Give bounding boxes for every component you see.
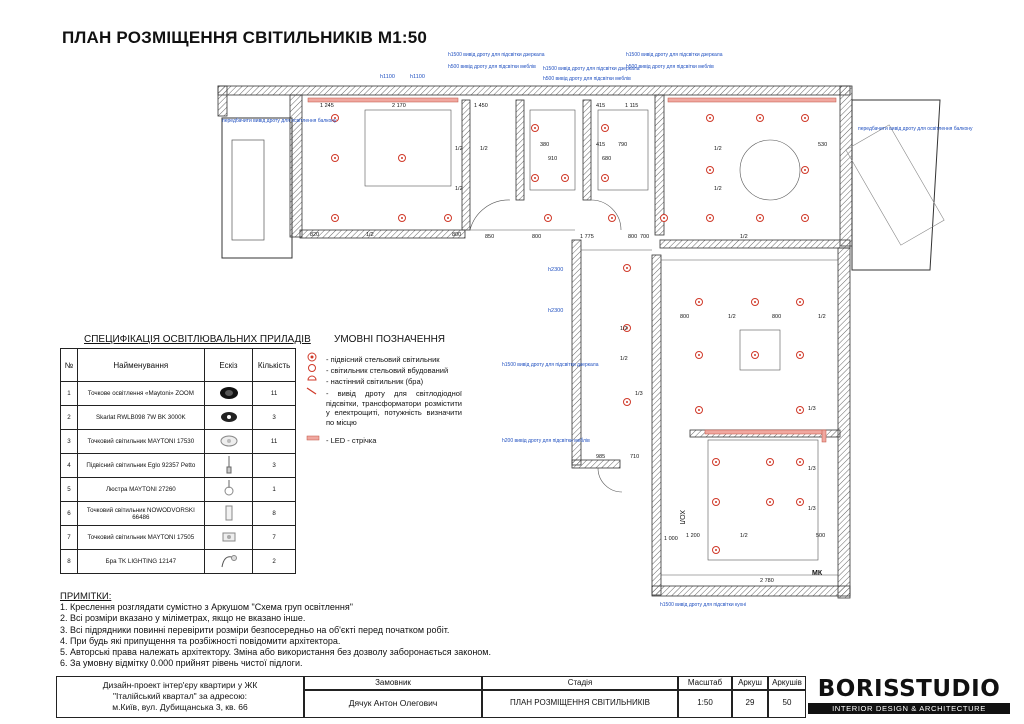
ceiling-light-center-icon bbox=[754, 301, 756, 303]
wire-note: h1500 вивід дроту для підсвітки кухні bbox=[660, 602, 747, 608]
ceiling-light-center-icon bbox=[804, 117, 806, 119]
plan-height: h2300 bbox=[548, 267, 564, 273]
ceiling-light-center-icon bbox=[799, 409, 801, 411]
plan-dim: 800 bbox=[452, 232, 462, 238]
spec-qty: 1 bbox=[253, 478, 296, 502]
ceiling-light-center-icon bbox=[804, 169, 806, 171]
plan-mini: 1/2 bbox=[455, 146, 463, 152]
plan-dim: 680 bbox=[602, 156, 612, 162]
spec-name: Точковий світильник MAYTONI 17530 bbox=[77, 430, 204, 454]
plan-dim: 1 200 bbox=[686, 533, 700, 539]
legend-item: - LED - стрічка bbox=[326, 436, 377, 445]
spec-sketch bbox=[204, 526, 252, 550]
plan-dim: 1/2 bbox=[740, 234, 748, 240]
plan-mini: 1/2 bbox=[620, 356, 628, 362]
spec-row bbox=[61, 430, 296, 454]
plan-dim: 1/2 bbox=[728, 314, 736, 320]
logo-text: BORISSTUDIO bbox=[817, 676, 1001, 702]
plan-dim: 790 bbox=[618, 142, 628, 148]
ceiling-light-center-icon bbox=[754, 354, 756, 356]
plan-dim: 500 bbox=[816, 533, 826, 539]
plan-height: h1100 bbox=[410, 74, 425, 80]
spec-sketch bbox=[204, 430, 252, 454]
spec-name: Skarlat RWLB098 7W BK 3000K bbox=[77, 406, 204, 430]
tb-scale-label: Масштаб bbox=[687, 678, 723, 687]
ceiling-light-center-icon bbox=[698, 409, 700, 411]
tb-sheets: 50 bbox=[782, 698, 792, 707]
ceiling-light-center-icon bbox=[709, 217, 711, 219]
spec-num: 2 bbox=[61, 406, 78, 430]
plan-mini: 1/2 bbox=[714, 186, 722, 192]
tb-scale: 1:50 bbox=[697, 698, 713, 707]
plan-mini: 1/2 bbox=[714, 146, 722, 152]
plan-dim: 415 bbox=[596, 103, 606, 109]
plan-dim: 1 450 bbox=[474, 103, 488, 109]
ceiling-light-center-icon bbox=[799, 461, 801, 463]
black-recessed-spot-icon bbox=[218, 410, 240, 426]
plan-dim: 910 bbox=[548, 156, 558, 162]
notes bbox=[60, 591, 620, 669]
pendant-icon bbox=[218, 456, 240, 476]
plan-dim: 380 bbox=[540, 142, 550, 148]
plan-dim: 850 bbox=[485, 234, 495, 240]
plan-dim: 800 bbox=[772, 314, 782, 320]
ceiling-light-center-icon bbox=[698, 354, 700, 356]
note-item: 1. Креслення розглядати сумістно з Аркушом "Схема груп освітлення" bbox=[60, 602, 353, 613]
spec-sketch bbox=[204, 454, 252, 478]
ceiling-light-center-icon bbox=[709, 169, 711, 171]
ceiling-light-center-icon bbox=[759, 217, 761, 219]
plan-mini: 1/3 bbox=[808, 506, 816, 512]
spec-qty: 11 bbox=[253, 382, 296, 406]
ceiling-light-center-icon bbox=[626, 267, 628, 269]
room-tag: ХОЛ bbox=[678, 510, 685, 525]
tb-sheets-label: Аркушів bbox=[772, 678, 802, 687]
ceiling-light-center-icon bbox=[769, 501, 771, 503]
spec-name: Бра TK LIGHTING 12147 bbox=[77, 550, 204, 574]
ceiling-light-center-icon bbox=[611, 217, 613, 219]
ceiling-light-center-icon bbox=[709, 117, 711, 119]
plan-dim: 820 bbox=[310, 232, 320, 238]
spec-header: Найменування bbox=[77, 349, 204, 382]
plan-dim: 1/2 bbox=[366, 232, 374, 238]
note-item: 6. За умовну відмітку 0.000 прийнят рівень чистої підлоги. bbox=[60, 658, 303, 669]
wire-note: h1500 вивід дроту для підсвітки дзеркала bbox=[448, 52, 545, 58]
ceiling-light-center-icon bbox=[759, 117, 761, 119]
plan-dim: 1/2 bbox=[740, 533, 748, 539]
spec-num: 8 bbox=[61, 550, 78, 574]
ceiling-light-center-icon bbox=[334, 217, 336, 219]
spec-row bbox=[61, 502, 296, 526]
ceiling-light-center-icon bbox=[401, 217, 403, 219]
spec-num: 4 bbox=[61, 454, 78, 478]
ceiling-light-center-icon bbox=[604, 177, 606, 179]
plan-dim: 1/2 bbox=[480, 146, 488, 152]
plan-dim: 800 bbox=[532, 234, 542, 240]
spec-sketch bbox=[204, 550, 252, 574]
wire-note: h1500 вивід дроту для підсвітки дзеркала bbox=[626, 52, 723, 58]
tb-stage: ПЛАН РОЗМІЩЕННЯ СВІТИЛЬНИКІВ bbox=[509, 698, 651, 707]
ceiling-light-center-icon bbox=[715, 549, 717, 551]
legend-item: - настінний світильник (бра) bbox=[326, 377, 424, 386]
spec-num: 1 bbox=[61, 382, 78, 406]
walls bbox=[218, 86, 852, 598]
ceiling-light-center-icon bbox=[401, 157, 403, 159]
tb-project-line: м.Київ, вул. Дубищанська 3, кв. 66 bbox=[112, 702, 248, 712]
ceiling-light-center-icon bbox=[799, 354, 801, 356]
ceiling-light-center-icon bbox=[564, 177, 566, 179]
spec-num: 6 bbox=[61, 502, 78, 526]
ceiling-light-center-icon bbox=[604, 127, 606, 129]
tb-project-text bbox=[56, 680, 304, 713]
plan-mini: 1/3 bbox=[808, 406, 816, 412]
balcony-left bbox=[222, 118, 292, 258]
wire-note: h200 вивід дроту для підсвітки меблів bbox=[502, 438, 590, 444]
balcony-note: передбачити вивід дроту для освітлення балкону bbox=[858, 126, 973, 132]
ceiling-light-center-icon bbox=[799, 501, 801, 503]
plan-mini: 1/2 bbox=[455, 186, 463, 192]
spec-row bbox=[61, 478, 296, 502]
plan-height: h1100 bbox=[380, 74, 395, 80]
balcony-note: передбачити вивід дроту для освітлення балкону bbox=[222, 118, 337, 124]
spec-qty: 8 bbox=[253, 502, 296, 526]
spec-sketch bbox=[204, 406, 252, 430]
ceiling-light-center-icon bbox=[698, 301, 700, 303]
room-tag: МК bbox=[812, 570, 823, 577]
note-item: 2. Всі розміри вказано у міліметрах, якщо не вказано інше. bbox=[60, 613, 306, 624]
plan-mini: 1/3 bbox=[808, 466, 816, 472]
spec-header: Ескіз bbox=[204, 349, 252, 382]
spec-row bbox=[61, 406, 296, 430]
ceiling-light-center-icon bbox=[534, 177, 536, 179]
spec-row bbox=[61, 454, 296, 478]
spec-num: 7 bbox=[61, 526, 78, 550]
note-item: 4. При будь які припущення та розбіжності повідомити архітектора. bbox=[60, 635, 341, 646]
cylinder-spot-icon bbox=[218, 504, 240, 524]
spec-name: Точковий світильник NOWODVORSKI 66486 bbox=[77, 502, 204, 526]
note-item: 5. Авторські права належать архітектору. Зміна або використання без дозволу заборонається законом. bbox=[60, 647, 491, 658]
ceiling-light-center-icon bbox=[547, 217, 549, 219]
spec-sketch bbox=[204, 478, 252, 502]
plan-dim: 2 780 bbox=[760, 578, 774, 584]
plan-mini: 1/2 bbox=[620, 326, 628, 332]
wire-note: h500 вивід дроту для підсвітки меблів bbox=[448, 64, 536, 70]
ceiling-light-center-icon bbox=[626, 401, 628, 403]
legend-item: - світильник стельовий вбудований bbox=[326, 366, 449, 375]
wire-note: h500 вивід дроту для підсвітки меблів bbox=[543, 76, 631, 82]
spec-qty: 7 bbox=[253, 526, 296, 550]
spec-row bbox=[61, 526, 296, 550]
plan-dim: 710 bbox=[630, 454, 640, 460]
ceiling-light-center-icon bbox=[447, 217, 449, 219]
spec-qty: 2 bbox=[253, 550, 296, 574]
plan-dim: 1 245 bbox=[320, 103, 334, 109]
plan-dim: 2 170 bbox=[392, 103, 406, 109]
spec-title: СПЕЦИФІКАЦІЯ ОСВІТЛЮВАЛЬНИХ ПРИЛАДІВ bbox=[84, 334, 311, 345]
wire-note: h1500 вивід дроту для підсвітки дзеркала bbox=[502, 362, 599, 368]
spec-name: Підвісний світильник Eglo 92357 Petto bbox=[77, 454, 204, 478]
wire-note: h1500 вивід дроту для підсвітки дзеркала bbox=[543, 66, 640, 72]
ceiling-light-center-icon bbox=[769, 461, 771, 463]
wire-note: h500 вивід дроту для підсвітки меблів bbox=[626, 64, 714, 70]
plan-mini: 1/3 bbox=[635, 391, 643, 397]
plan-height: h2300 bbox=[548, 308, 564, 314]
white-spot-icon bbox=[218, 434, 240, 450]
plan-dim: 530 bbox=[818, 142, 828, 148]
black-round-spot-icon bbox=[218, 386, 240, 402]
tb-project-line: "Італійський квартал" за адресою: bbox=[113, 691, 247, 701]
tb-sheet: 29 bbox=[745, 698, 755, 707]
spec-qty: 3 bbox=[253, 454, 296, 478]
page-title: ПЛАН РОЗМІЩЕННЯ СВІТИЛЬНИКІВ М1:50 bbox=[62, 28, 428, 47]
ceiling-light-center-icon bbox=[715, 501, 717, 503]
spec-table bbox=[60, 348, 296, 574]
spec-num: 3 bbox=[61, 430, 78, 454]
ceiling-light-center-icon bbox=[799, 301, 801, 303]
spec-row bbox=[61, 382, 296, 406]
spec-header: Кількість bbox=[253, 349, 296, 382]
plan-dim: 1 775 bbox=[580, 234, 594, 240]
plan-dim: 1/2 bbox=[818, 314, 826, 320]
spec-row bbox=[61, 550, 296, 574]
ceiling-light-center-icon bbox=[334, 157, 336, 159]
plan-dim: 800 bbox=[628, 234, 638, 240]
plan-dim: 800 bbox=[680, 314, 690, 320]
chandelier-icon bbox=[218, 480, 240, 500]
square-spot-icon bbox=[218, 530, 240, 546]
spec-sketch bbox=[204, 382, 252, 406]
ceiling-light-center-icon bbox=[663, 217, 665, 219]
studio-logo bbox=[806, 676, 1012, 716]
spec-qty: 3 bbox=[253, 406, 296, 430]
ceiling-light-center-icon bbox=[534, 127, 536, 129]
plan-dim: 985 bbox=[596, 454, 606, 460]
spec-name: Люстра MAYTONI 27260 bbox=[77, 478, 204, 502]
wall-lamp-icon bbox=[218, 553, 240, 571]
spec-sketch bbox=[204, 502, 252, 526]
tb-stage-label: Стадія bbox=[567, 678, 593, 687]
logo-subtext: INTERIOR DESIGN & ARCHITECTURE bbox=[808, 703, 1010, 714]
spec-name: Точкове освітлення «Maytoni» ZOOM bbox=[77, 382, 204, 406]
spec-num: 5 bbox=[61, 478, 78, 502]
legend-item: - підвісний стельовий світильник bbox=[326, 355, 440, 364]
ceiling-light-center-icon bbox=[715, 461, 717, 463]
spec-qty: 11 bbox=[253, 430, 296, 454]
notes-title: ПРИМІТКИ: bbox=[60, 591, 112, 602]
plan-dim: 415 bbox=[596, 142, 606, 148]
ceiling-light-center-icon bbox=[804, 217, 806, 219]
note-item: 3. Всі підрядники повинні перевірити розміри безпосередньо на об'єкті перед початком робіт. bbox=[60, 624, 450, 635]
tb-client-label: Замовник bbox=[375, 678, 411, 687]
plan-dim: 700 bbox=[640, 234, 650, 240]
tb-client: Дячук Антон Олегович bbox=[348, 698, 438, 708]
spec-header: № bbox=[61, 349, 78, 382]
plan-dim: 1 000 bbox=[664, 536, 678, 542]
legend-title: УМОВНІ ПОЗНАЧЕННЯ bbox=[334, 334, 446, 345]
tb-project-line: Дизайн-проект інтер'єру квартири у ЖК bbox=[102, 680, 258, 690]
tb-sheet-label: Аркуш bbox=[738, 678, 762, 687]
spec-name: Точковий світильник MAYTONI 17505 bbox=[77, 526, 204, 550]
plan-dim: 1 115 bbox=[625, 103, 639, 109]
legend-item: - вивід дроту для світлодіодної підсвітки, трансформатори розмістити у електрощиті, потужність визначити по місцю bbox=[326, 389, 462, 427]
